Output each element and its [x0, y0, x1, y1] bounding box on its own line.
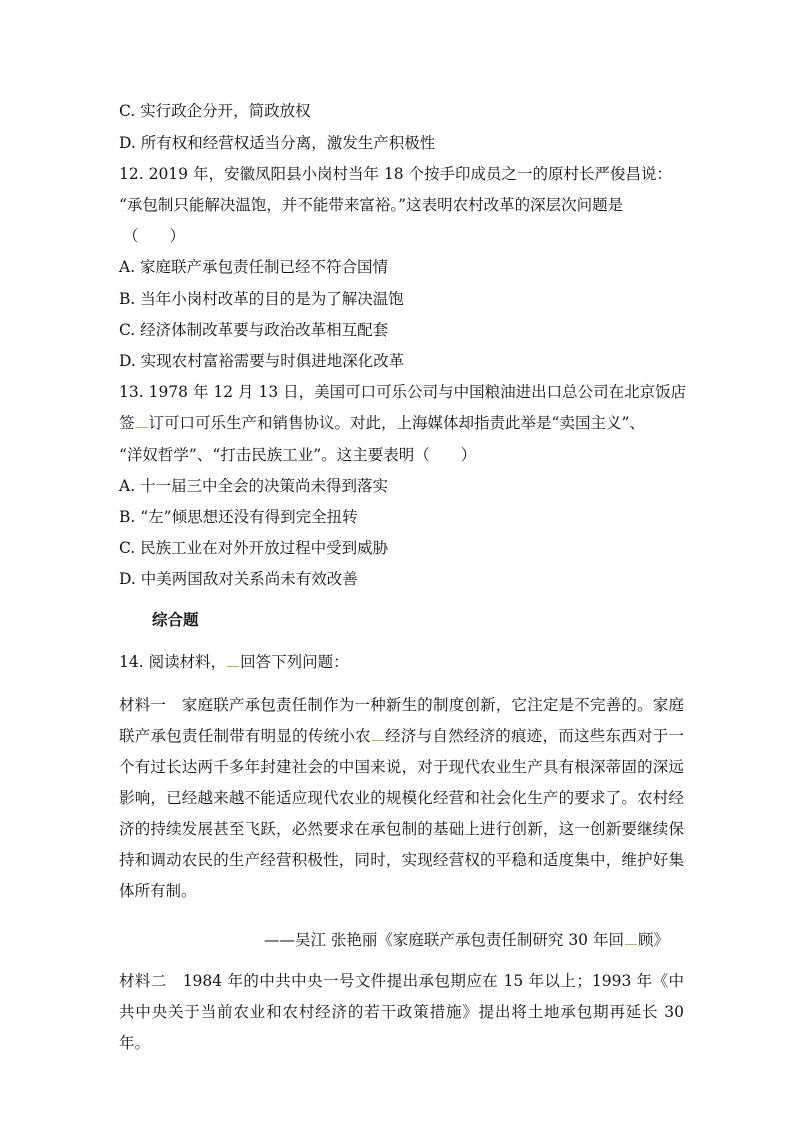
- q14-stem: [119, 652, 349, 672]
- material-1: [119, 690, 684, 907]
- section-heading: 综合题: [152, 610, 199, 629]
- q12-stem-line1: 12. 2019 年，安徽凤阳县小岗村当年 18 个按手印成员之一的原村长严俊昌说：: [119, 165, 673, 183]
- material-1-source-start: ——吴江 张艳丽《家庭联产承包责任制研究 30 年回: [263, 931, 624, 949]
- q11-option-d: D. 所有权和经营权适当分离，激发生产积极性: [119, 134, 436, 152]
- q14-stem-start: 14. 阅读材料，: [119, 653, 227, 671]
- material-1-part2: 经济与自然经济的痕迹，而这些东西对于一个有过长达两千多年封建社会的中国来说，对于现代农业生产具有根深蒂固的深远影响，已经越来越不能适应现代农业的规模化经营和社会化生产的要求了。农村经济的持续发展甚至飞跃，必然要求在承包制的基础上进行创新，这一创新要继续保持和调动农民的生产经营积极性，同时，实现经营权的平稳和适度集中，维护好集体所有制。: [119, 727, 684, 900]
- material-2: 材料二 1984 年的中共中央一号文件提出承包期应在 15 年以上；1993 年《中共中央关于当前农业和农村经济的若干政策措施》提出将土地承包期再延长 30 年。: [119, 972, 684, 1052]
- q13-stem-line3: “洋奴哲学”、“打击民族工业”。这主要表明（ ）: [119, 446, 477, 464]
- q13-option-a: A. 十一届三中全会的决策尚未得到落实: [119, 477, 389, 495]
- q13-option-b: B. “左”倾思想还没有得到完全扭转: [119, 508, 358, 526]
- q12-option-a: A. 家庭联产承包责任制已经不符合国情: [119, 258, 389, 276]
- q12-stem-line2: “承包制只能解决温饱，并不能带来富裕。”这表明农村改革的深层次问题是: [119, 196, 624, 214]
- q12-option-c: C. 经济体制改革要与政治改革相互配套: [119, 321, 389, 339]
- material-1-part1: 材料一 家庭联产承包责任制作为一种新生的制度创新，它注定是不完善的。家庭联产承包责任制带有明显的传统小农: [119, 696, 684, 745]
- q11-option-c: C. 实行政企分开，简政放权: [119, 102, 311, 120]
- q13-stem-line2: [119, 413, 645, 433]
- q13-option-c: C. 民族工业在对外开放过程中受到威胁: [119, 539, 389, 557]
- q13-stem-line2-start: 签: [119, 414, 135, 432]
- q12-answer-blank: （ ）: [123, 227, 186, 245]
- q13-stem-line2-rest: 订可口可乐生产和销售协议。对此，上海媒体却指责此举是“卖国主义”、: [148, 414, 645, 432]
- q13-stem-line1: 13. 1978 年 12 月 13 日，美国可口可乐公司与中国粮油进出口总公司在北京饭店: [119, 383, 687, 401]
- edit-mark: [625, 943, 637, 945]
- material-1-source: [264, 930, 669, 950]
- edit-mark: [372, 739, 384, 741]
- edit-mark: [227, 665, 239, 667]
- q13-option-d: D. 中美两国敌对关系尚未有效改善: [119, 570, 358, 588]
- q12-option-b: B. 当年小岗村改革的目的是为了解决温饱: [119, 290, 404, 308]
- q12-option-d: D. 实现农村富裕需要与时俱进地深化改革: [119, 352, 405, 370]
- edit-mark: [136, 426, 148, 428]
- material-1-source-end: 顾》: [637, 931, 669, 949]
- q14-stem-rest: 回答下列问题：: [240, 653, 349, 671]
